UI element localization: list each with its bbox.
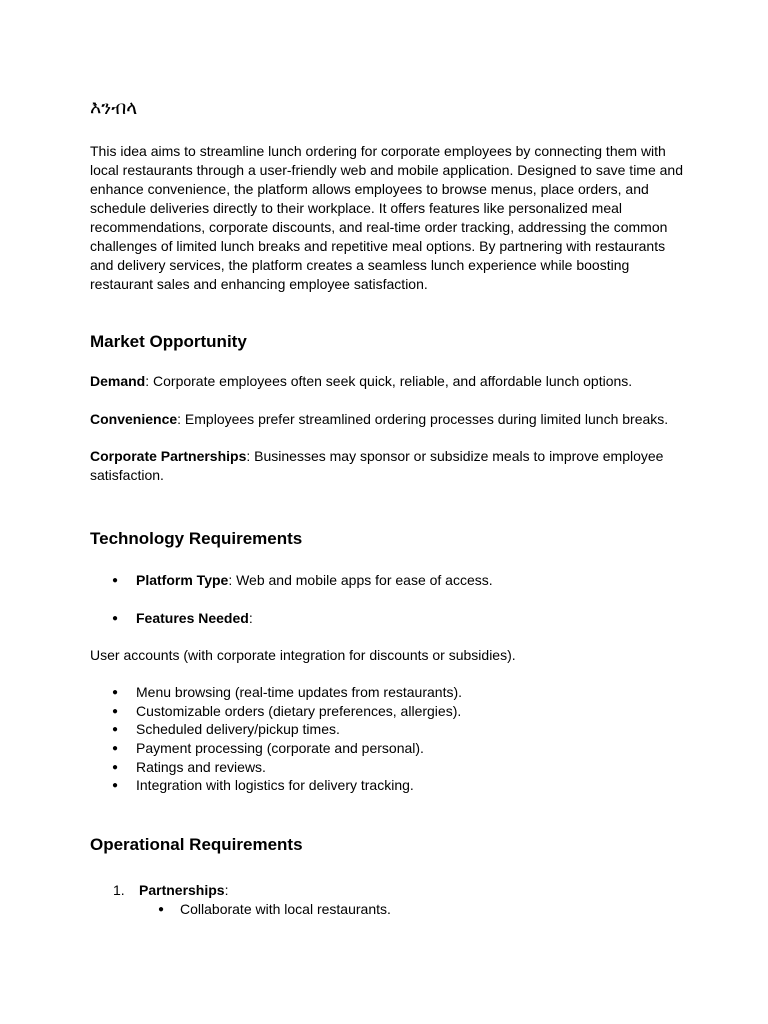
list-item: ● Collaborate with local restaurants. bbox=[158, 900, 391, 919]
list-item: ● Integration with logistics for delivery tracking. bbox=[112, 776, 462, 795]
list-item: ● Customizable orders (dietary preferences, allergies). bbox=[112, 702, 462, 721]
item-number: 1. bbox=[113, 882, 125, 898]
demand-term: Demand bbox=[90, 373, 146, 389]
market-opportunity-heading: Market Opportunity bbox=[90, 332, 247, 351]
partnerships-sublist bbox=[158, 900, 391, 919]
partnerships-term: Partnerships bbox=[139, 882, 225, 898]
demand-paragraph bbox=[90, 372, 690, 391]
platform-type-text: : Web and mobile apps for ease of access. bbox=[228, 572, 493, 588]
list-item bbox=[112, 571, 493, 590]
document-title: እንብላ bbox=[90, 97, 138, 119]
corporate-partnerships-text: : Businesses may sponsor or subsidize meals to improve employee satisfaction. bbox=[90, 448, 664, 483]
intro-paragraph: This idea aims to streamline lunch ordering for corporate employees by connecting them with local restaurants through a user-friendly web and mobile application. Designed to save time and enhance convenience, the platform allows employees to browse menus, place orders, and schedule deliveries directly to their workplace. It offers features like personalized meal recommendations, corporate discounts, and real-time order tracking, addressing the common challenges of limited lunch breaks and repetitive meal options. By partnering with restaurants and delivery services, the platform creates a seamless lunch experience while boosting restaurant sales and enhancing employee satisfaction. bbox=[90, 143, 684, 292]
operational-requirements-heading: Operational Requirements bbox=[90, 835, 303, 854]
convenience-text: : Employees prefer streamlined ordering processes during limited lunch breaks. bbox=[177, 411, 669, 427]
list-item: ● Scheduled delivery/pickup times. bbox=[112, 720, 462, 739]
corporate-partnerships-term: Corporate Partnerships bbox=[90, 448, 247, 464]
features-list bbox=[112, 683, 462, 795]
features-needed-term: Features Needed bbox=[136, 610, 249, 626]
convenience-term: Convenience bbox=[90, 411, 178, 427]
convenience-paragraph bbox=[90, 410, 690, 429]
features-needed-text: : bbox=[248, 610, 253, 626]
list-item bbox=[112, 609, 253, 628]
technology-requirements-heading: Technology Requirements bbox=[90, 529, 303, 548]
platform-type-term: Platform Type bbox=[136, 572, 229, 588]
user-accounts-paragraph: User accounts (with corporate integration for discounts or subsidies). bbox=[90, 647, 516, 663]
features-needed-list bbox=[112, 609, 253, 628]
list-item: ● Payment processing (corporate and personal). bbox=[112, 739, 462, 758]
numbered-item-partnerships bbox=[113, 881, 228, 900]
list-item: ● Menu browsing (real-time updates from restaurants). bbox=[112, 683, 462, 702]
demand-text: : Corporate employees often seek quick, reliable, and affordable lunch options. bbox=[145, 373, 633, 389]
list-item: ● Ratings and reviews. bbox=[112, 758, 462, 777]
corporate-partnerships-paragraph bbox=[90, 447, 670, 485]
partnerships-text: : bbox=[224, 882, 229, 898]
platform-type-list bbox=[112, 571, 493, 590]
